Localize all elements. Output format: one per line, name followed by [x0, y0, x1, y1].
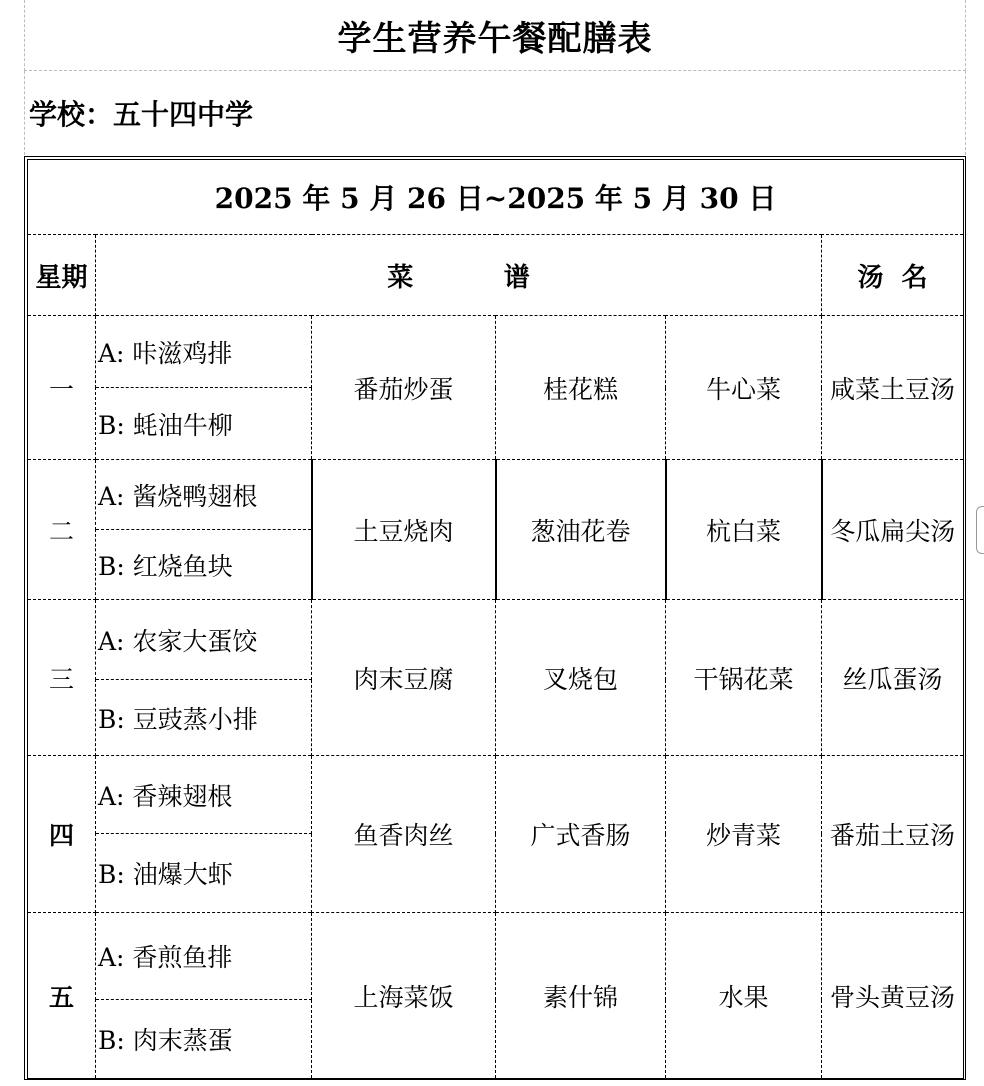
day-cell[interactable]: 四: [28, 756, 96, 913]
table-row: [28, 460, 964, 530]
side-dish-1[interactable]: 肉末豆腐: [312, 600, 496, 756]
side-dish-3[interactable]: 炒青菜: [666, 756, 822, 913]
soup-cell[interactable]: 丝瓜蛋汤: [822, 600, 964, 756]
main-dish-a[interactable]: A: 咔滋鸡排: [96, 316, 312, 388]
page-title: 学生营养午餐配膳表: [337, 18, 653, 59]
soup-cell[interactable]: 骨头黄豆汤: [822, 913, 964, 1079]
menu-table: [27, 159, 964, 1079]
soup-cell[interactable]: 咸菜土豆汤: [822, 316, 964, 460]
main-dish-b[interactable]: B: 红烧鱼块: [96, 530, 312, 600]
main-dish-b[interactable]: B: 豆豉蒸小排: [96, 680, 312, 756]
side-dish-3[interactable]: 杭白菜: [666, 460, 822, 600]
main-dish-a[interactable]: A: 酱烧鸭翅根: [96, 460, 312, 530]
day-cell[interactable]: 五: [28, 913, 96, 1079]
side-panel-handle[interactable]: [976, 506, 984, 554]
header-row: [28, 235, 964, 316]
side-dish-3[interactable]: 牛心菜: [666, 316, 822, 460]
table-row: [28, 600, 964, 680]
day-cell[interactable]: 三: [28, 600, 96, 756]
main-dish-b[interactable]: B: 肉末蒸蛋: [96, 1000, 312, 1079]
table-row: [28, 756, 964, 834]
main-dish-b[interactable]: B: 蚝油牛柳: [96, 388, 312, 460]
side-dish-1[interactable]: 土豆烧肉: [312, 460, 496, 600]
side-dish-2[interactable]: 葱油花卷: [496, 460, 666, 600]
side-dish-2[interactable]: 素什锦: [496, 913, 666, 1079]
main-dish-a[interactable]: A: 农家大蛋饺: [96, 600, 312, 680]
side-dish-2[interactable]: 叉烧包: [496, 600, 666, 756]
side-dish-1[interactable]: 番茄炒蛋: [312, 316, 496, 460]
side-dish-2[interactable]: 广式香肠: [496, 756, 666, 913]
main-dish-a[interactable]: A: 香辣翅根: [96, 756, 312, 834]
table-row: [28, 913, 964, 1000]
table-row: [28, 316, 964, 388]
side-dish-1[interactable]: 鱼香肉丝: [312, 756, 496, 913]
date-range[interactable]: 2025 年 5 月 26 日~2025 年 5 月 30 日: [28, 160, 964, 235]
header-soup[interactable]: 汤 名: [822, 235, 964, 316]
school-name: 学校：五十四中学: [29, 98, 254, 131]
title-cell[interactable]: [24, 0, 966, 71]
day-cell[interactable]: 一: [28, 316, 96, 460]
soup-cell[interactable]: 番茄土豆汤: [822, 756, 964, 913]
header-menu[interactable]: 菜 谱: [96, 235, 822, 316]
side-dish-3[interactable]: 干锅花菜: [666, 600, 822, 756]
main-dish-b[interactable]: B: 油爆大虾: [96, 834, 312, 913]
day-cell[interactable]: 二: [28, 460, 96, 600]
school-cell[interactable]: [24, 71, 966, 155]
side-dish-1[interactable]: 上海菜饭: [312, 913, 496, 1079]
date-row: [28, 160, 964, 235]
soup-cell[interactable]: 冬瓜扁尖汤: [822, 460, 964, 600]
main-dish-a[interactable]: A: 香煎鱼排: [96, 913, 312, 1000]
side-dish-2[interactable]: 桂花糕: [496, 316, 666, 460]
side-dish-3[interactable]: 水果: [666, 913, 822, 1079]
header-day[interactable]: 星期: [28, 235, 96, 316]
